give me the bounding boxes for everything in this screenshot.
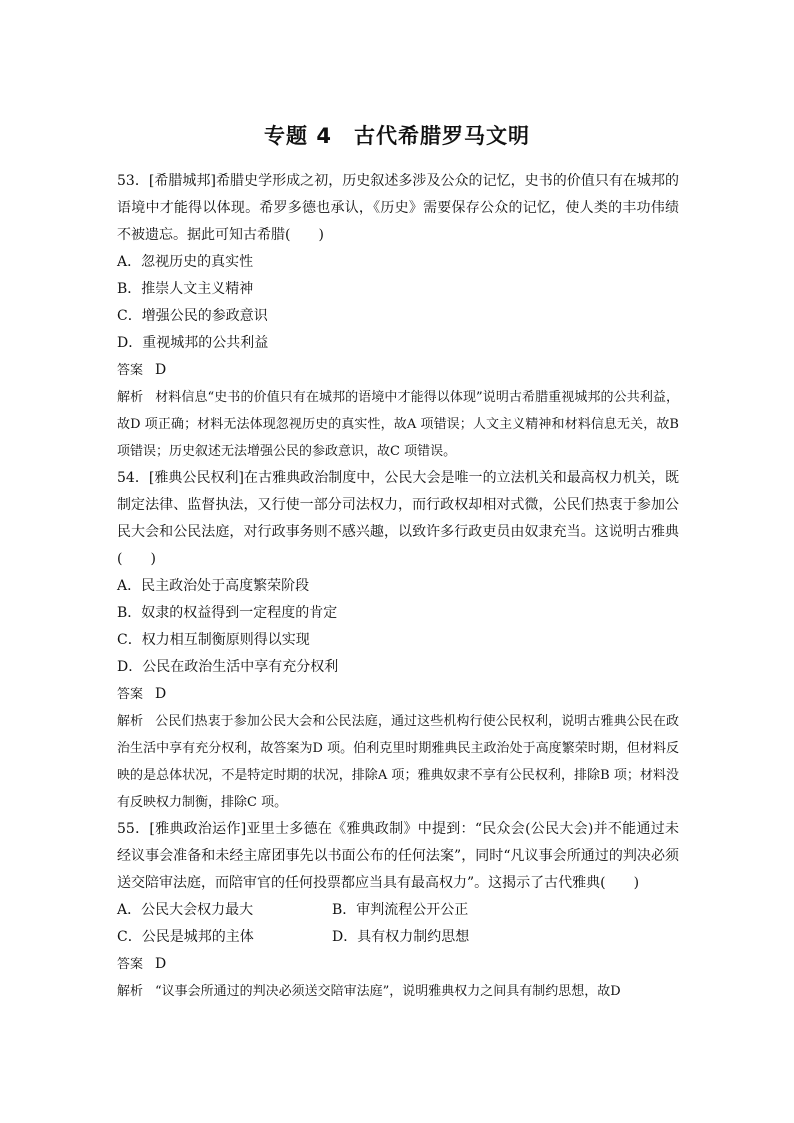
option-b: B．推崇人文主义精神 [117,281,254,297]
answer-label: 答案 [117,957,144,972]
question-55 [117,816,679,1005]
question-stem: 54．[雅典公民权利]在古雅典政治制度中，公民大会是唯一的立法机关和最高权力机关，既制定法律、监督执法，又行使一部分司法权力，而行政权却相对式微，公民们热衷于参加公民大会和公民法庭，对行政事务则不感兴趣，以致许多行政吏员由奴隶充当。这说明古雅典( ) [117,470,679,567]
option-c: C．增强公民的参政意识 [117,308,268,324]
page-title: 专题 4 古代希腊罗马文明 [264,124,530,148]
analysis-text: 材料信息“史书的价值只有在城邦的语境中才能得以体现”说明古希腊重视城邦的公共利益，故D 项正确；材料无法体现忽视历史的真实性，故A 项错误；人文主义精神和材料信息无关，故B 项错误；历史叙述无法增强公民的参政意识，故C 项错误。 [117,390,679,459]
question-stem: 53．[希腊城邦]希腊史学形成之初，历史叙述多涉及公众的记忆，史书的价值只有在城邦的语境中才能得以体现。希罗多德也承认，《历史》需要保存公众的记忆，使人类的丰功伟绩不被遗忘。据此可知古希腊( ) [117,173,679,243]
option-c: C．权力相互制衡原则得以实现 [117,632,310,648]
option-a: A．公民大会权力最大 [117,902,254,918]
answer-label: 答案 [117,363,144,378]
document-body [117,168,679,1005]
question-stem: 55．[雅典政治运作]亚里士多德在《雅典政制》中提到：“民众会(公民大会)并不能通过未经议事会准备和未经主席团事先以书面公布的任何法案”，同时“凡议事会所通过的判决必须送交陪审法庭，而陪审官的任何投票都应当具有最高权力”。这揭示了古代雅典( ) [117,821,679,891]
analysis-line [117,708,679,816]
answer-line [117,357,679,384]
option-d: D．具有权力制约思想 [332,929,470,945]
option-a: A．民主政治处于高度繁荣阶段 [117,578,310,594]
analysis-label: 解析 [117,984,144,999]
question-53 [117,168,679,465]
analysis-label: 解析 [117,714,144,729]
option-row-1 [117,897,679,924]
option-d: D．重视城邦的公共利益 [117,335,269,351]
analysis-text: “议事会所通过的判决必须送交陪审法庭”，说明雅典权力之间具有制约思想，故D [155,984,621,999]
answer-value: D [155,956,167,972]
answer-label: 答案 [117,687,144,702]
analysis-label: 解析 [117,390,144,405]
analysis-text: 公民们热衷于参加公民大会和公民法庭，通过这些机构行使公民权利，说明古雅典公民在政治生活中享有充分权利，故答案为D 项。伯利克里时期雅典民主政治处于高度繁荣时期，但材料反映的是总体状况，不是特定时期的状况，排除A 项；雅典奴隶不享有公民权利，排除B 项；材料没有反映权力制衡，排除C 项。 [117,714,679,810]
option-a: A．忽视历史的真实性 [117,254,254,270]
option-b: B．奴隶的权益得到一定程度的肯定 [117,605,338,621]
analysis-line [117,384,679,465]
question-54 [117,465,679,816]
answer-line [117,681,679,708]
option-b: B．审判流程公开公正 [332,902,469,918]
analysis-line [117,978,679,1005]
answer-line [117,951,679,978]
option-c: C．公民是城邦的主体 [117,929,254,945]
answer-value: D [155,362,167,378]
option-row-2 [117,924,679,951]
answer-value: D [155,686,167,702]
option-d: D．公民在政治生活中享有充分权利 [117,659,339,675]
